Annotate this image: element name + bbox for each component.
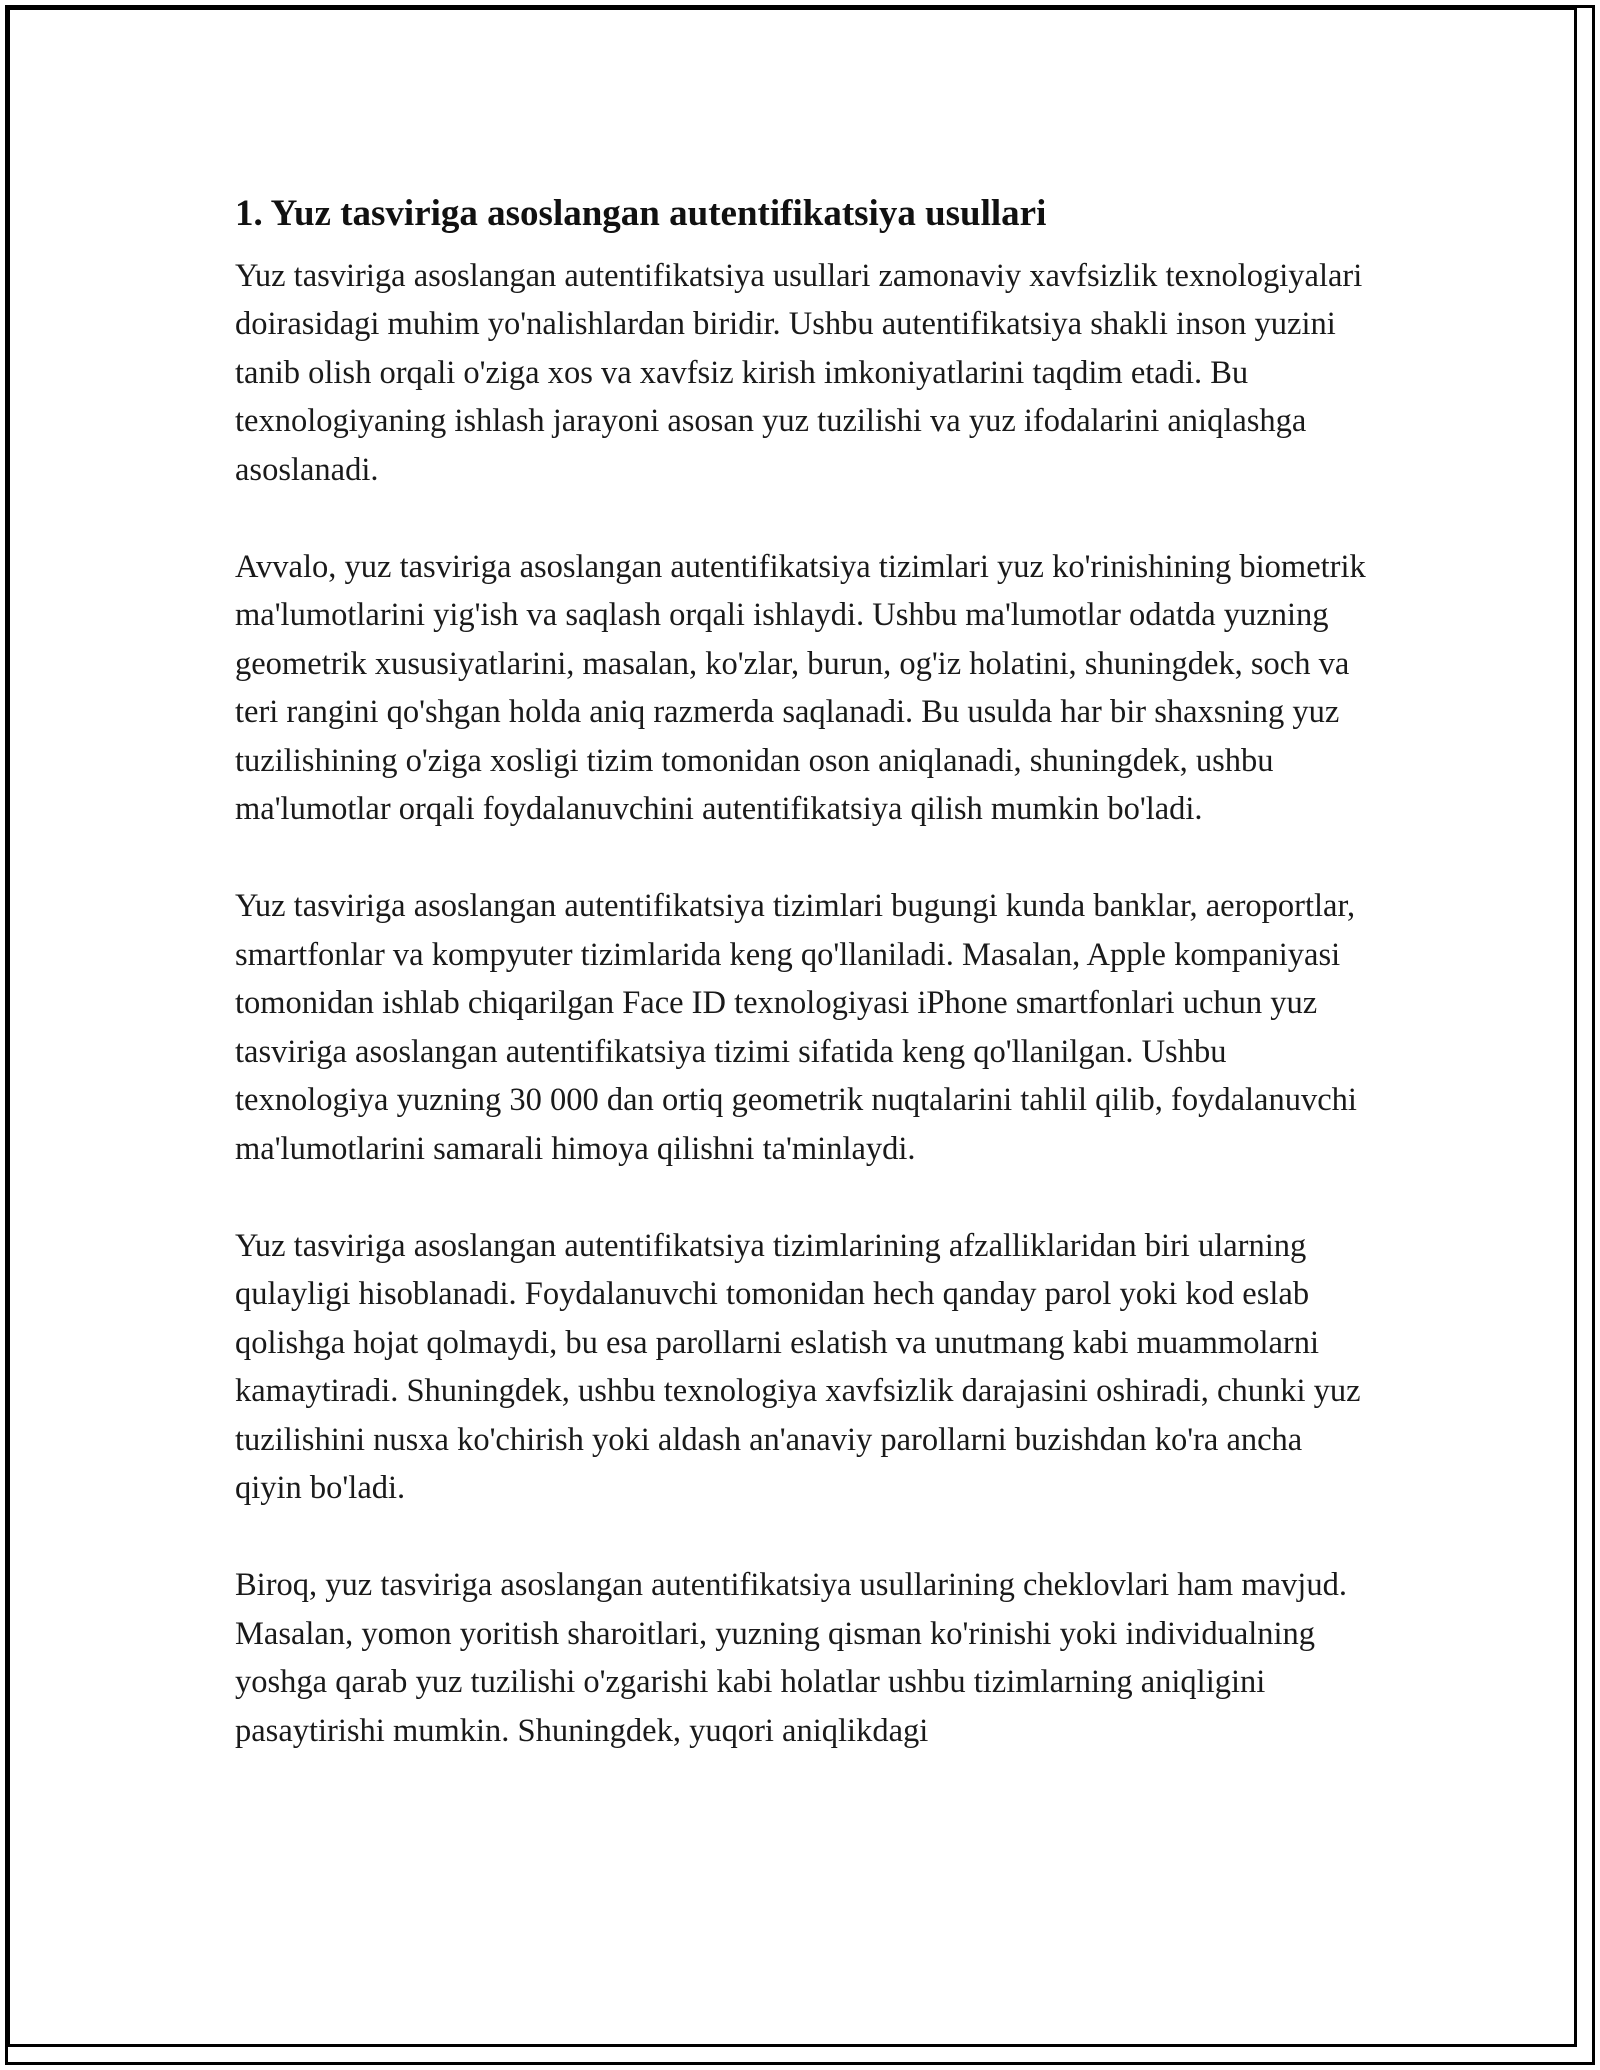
paragraph-5: Biroq, yuz tasviriga asoslangan autentifikatsiya usullarining cheklovlari ham mavjud. Masalan, yomon yoritish sharoitlari, yuzning qisman ko'rinishi yoki individualning yoshga qarab yuz tuzilishi o'zgarishi kabi holatlar ushbu tizimlarning aniqligini pasaytirishi mumkin. Shuningdek, yuqori aniqlikdagi: [235, 1567, 1347, 1749]
paragraph-3: Yuz tasviriga asoslangan autentifikatsiya tizimlari bugungi kunda banklar, aeroportlar, smartfonlar va kompyuter tizimlarida keng qo'llaniladi. Masalan, Apple kompaniyasi tomonidan ishlab chiqarilgan Face ID texnologiyasi iPhone smartfonlari uchun yuz tasviriga asoslangan autentifikatsiya tizimi sifatida keng qo'llanilgan. Ushbu texnologiya yuzning 30 000 dan ortiq geometrik nuqtalarini tahlil qilib, foydalanuvchi ma'lumotlarini samarali himoya qilishni ta'minlaydi.: [235, 888, 1357, 1167]
section-heading: 1. Yuz tasviriga asoslangan autentifikatsiya usullari: [235, 193, 1047, 234]
paragraph-2: Avvalo, yuz tasviriga asoslangan autentifikatsiya tizimlari yuz ko'rinishining biometrik ma'lumotlarini yig'ish va saqlash orqali ishlaydi. Ushbu ma'lumotlar odatda yuzning geometrik xususiyatlarini, masalan, ko'zlar, burun, og'iz holatini, shuningdek, soch va teri rangini qo'shgan holda aniq razmerda saqlanadi. Bu usulda har bir shaxsning yuz tuzilishining o'ziga xosligi tizim tomonidan oson aniqlanadi, shuningdek, ushbu ma'lumotlar orqali foydalanuvchini autentifikatsiya qilish mumkin bo'ladi.: [235, 549, 1366, 828]
paragraph-1: Yuz tasviriga asoslangan autentifikatsiya usullari zamonaviy xavfsizlik texnologiyalari doirasidagi muhim yo'nalishlardan biridir. Ushbu autentifikatsiya shakli inson yuzini tanib olish orqali o'ziga xos va xavfsiz kirish imkoniyatlarini taqdim etadi. Bu texnologiyaning ishlash jarayoni asosan yuz tuzilishi va yuz ifodalarini aniqlashga asoslanadi.: [235, 258, 1363, 488]
paragraph-4: Yuz tasviriga asoslangan autentifikatsiya tizimlarining afzalliklaridan biri ularning qulayligi hisoblanadi. Foydalanuvchi tomonidan hech qanday parol yoki kod eslab qolishga hojat qolmaydi, bu esa parollarni eslatish va unutmang kabi muammolarni kamaytiradi. Shuningdek, ushbu texnologiya xavfsizlik darajasini oshiradi, chunki yuz tuzilishini nusxa ko'chirish yoki aldash an'anaviy parollarni buzishdan ko'ra ancha qiyin bo'ladi.: [235, 1227, 1361, 1506]
document-body: [235, 186, 1375, 1804]
